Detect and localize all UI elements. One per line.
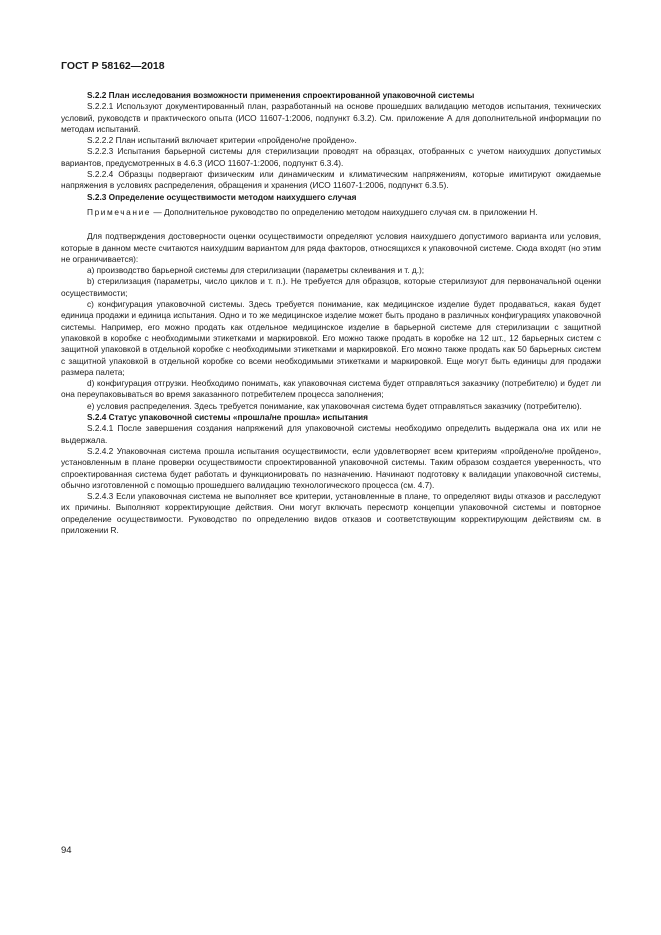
paragraph: S.2.2.4 Образцы подвергают физическим или динамическим и климатическим напряжениям, которые имитируют ожидаемые напряжения в условиях распределения, обращения и хранения (ИСО 11607-1:2006, подпункт 6.3.5). [61,169,601,191]
list-item: b) стерилизация (параметры, число циклов и т. п.). Не требуется для образцов, которые стерилизуют для первоначальной оценки осуществимости; [61,276,601,298]
paragraph: S.2.2.1 Используют документированный план, разработанный на основе прошедших валидацию методов испытания, технических условий, руководств и практического опыта (ИСО 11607-1:2006, подпункт 6.3.2). См. приложение А для дополнительной информации по методам испытаний. [61,101,601,134]
note-label: Примечание [87,206,152,217]
list-item: d) конфигурация отгрузки. Необходимо понимать, как упаковочная система будет отправляться заказчику (потребителю) и будет ли она переупаковываться во время заказанного потребителем процесса заполнения; [61,378,601,400]
section-heading: S.2.2 План исследования возможности применения спроектированной упаковочной системы [87,90,475,100]
paragraph: S.2.4.2 Упаковочная система прошла испытания осуществимости, если удовлетворяет всем критериям «пройдено/не пройдено», установленным в плане проверки осуществимости спроектированной упаковочной системы. Таким образом создается уверенность, что спроектированная система будет работать и функционировать по назначению. Начинают подготовку к валидации упаковочной системы, обычно изготовленной с помощью прошедшего валидацию технологического процесса (см. 4.7). [61,445,601,490]
list-item: а) производство барьерной системы для стерилизации (параметры склеивания и т. д.); [87,265,425,276]
section-heading: S.2.3 Определение осуществимости методом наихудшего случая [87,191,357,202]
paragraph: Для подтверждения достоверности оценки осуществимости определяют условия наихудшего допустимого варианта или условия, которые в данном месте считаются наихудшим вариантом для ряда факторов, относящихся к упаковочной системе. Сюда входят (но этим не ограничивается): [61,231,601,264]
section-heading: S.2.4 Статус упаковочной системы «прошла/не прошла» испытания [87,412,368,423]
note-text: — Дополнительное руководство по определению методом наихудшего случая см. в приложении Н. [153,206,538,217]
paragraph: S.2.2.3 Испытания барьерной системы для стерилизации проводят на образцах, отобранных с учетом наихудших допустимых вариантов, предусмотренных в 4.6.3 (ИСО 11607-1:2006, подпункт 6.3.4). [61,146,601,168]
document-header: ГОСТ Р 58162—2018 [61,60,165,72]
paragraph: S.2.4.3 Если упаковочная система не выполняет все критерии, установленные в плане, то определяют виды отказов и расследуют их причины. Выполняют корректирующие действия. Они могут включать пересмотр концепции упаковочной системы и повторное определение осуществимости. Руководство по определению видов отказов и соответствующим корректирующим действиям см. в приложении R. [61,491,601,535]
list-item: е) условия распределения. Здесь требуется понимание, как упаковочная система будет отправляться заказчику (потребителю). [87,400,582,411]
page-number: 94 [61,845,72,856]
list-item: с) конфигурация упаковочной системы. Здесь требуется понимание, как медицинское изделие будет продаваться, какая будет единица продажи и единица испытания. Одно и то же медицинское изделие может быть продано в различных конфигурациях упаковочной системы. Например, его можно продать как отдельное медицинское изделие в барьерной системе для стерилизации с защитной упаковкой в коробке с необходимыми этикетками и маркировкой. Его можно также продать в коробке на 12 шт., 12 барьерных систем с защитной упаковкой в отдельной коробке с необходимыми этикетками и маркировкой. Его можно также продать как 50 барьерных систем с защитной упаковкой в отдельной коробке со всеми необходимыми этикетками и маркировкой. Еще могут быть единицы для продажи размера палета; [61,299,601,377]
note [61,207,601,218]
paragraph: S.2.4.1 После завершения создания напряжений для упаковочной системы необходимо определить выдержала она их или не выдержала. [61,423,601,445]
paragraph: S.2.2.2 План испытаний включает критерии «пройдено/не пройдено». [87,135,357,146]
document-body [61,90,601,536]
